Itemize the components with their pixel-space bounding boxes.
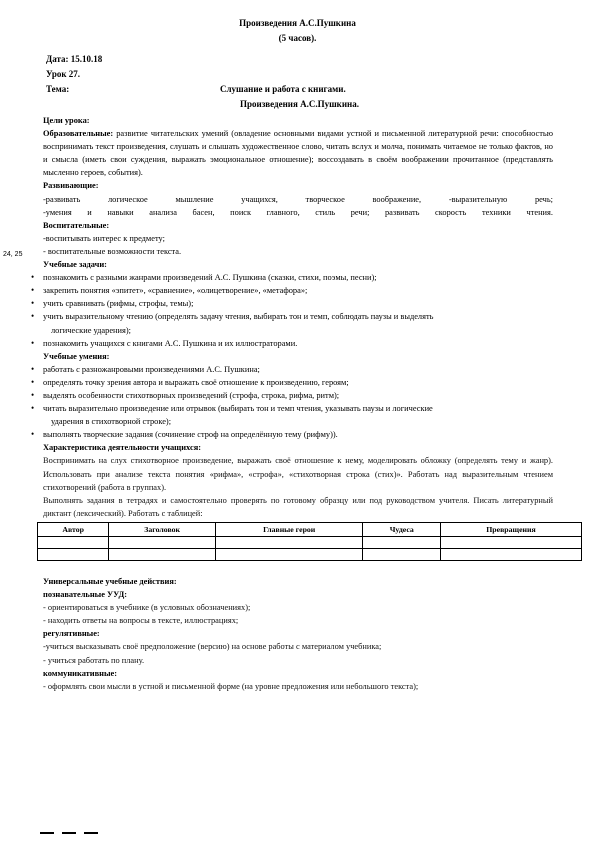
upbringing-line-2: - воспитательные возможности текста. — [43, 246, 182, 256]
upbringing-label: Воспитательные: — [43, 220, 110, 230]
list-item — [43, 402, 553, 428]
table-cell — [215, 549, 363, 561]
table-cell — [363, 537, 441, 549]
list-item: • учить сравнивать (рифмы, строфы, темы); — [43, 297, 553, 310]
communicative-label: коммуникативные: — [43, 668, 117, 678]
list-item-text: читать выразительно произведение или отрывок (выбирать тон и темп чтения, указывать паузы и логические — [43, 404, 433, 414]
upbringing-line-1: -воспитывать интерес к предмету; — [43, 233, 165, 243]
goals-heading: Цели урока: — [43, 116, 90, 125]
table-header-cell: Чудеса — [363, 522, 441, 536]
table-cell — [215, 537, 363, 549]
list-item: • определять точку зрения автора и выражать своё отношение к произведению, героям; — [43, 376, 553, 389]
educational-text: развитие читательских умений (овладение основными видами устной и письменной литературной речи: способностью воспринимать текст произведения, слушать и слышать художественное слово, читать вслух и молча, понимать читаемое не только фактов, но и смысла (иметь свои суждения, выражать эмоциональное отношение); воссоздавать в своём воображении прочитанное (представлять мысленно героев, события). — [43, 129, 553, 178]
table-header-cell: Главные герои — [215, 522, 363, 536]
theme-line-2: Произведения А.С.Пушкина. — [240, 99, 359, 109]
table-header-cell: Заголовок — [109, 522, 216, 536]
cognitive-line-1: - ориентироваться в учебнике (в условных обозначениях); — [43, 603, 251, 613]
list-item-continuation: логические ударения); — [51, 325, 131, 335]
educational-label: Образовательные: — [43, 129, 114, 139]
skills-heading: Учебные умения: — [43, 351, 110, 361]
cognitive-label: познавательные УУД: — [43, 590, 128, 600]
developing-label: Развивающие: — [43, 181, 99, 191]
list-item: • закрепить понятия «эпитет», «сравнение», «олицетворение», «метафора»; — [43, 284, 553, 297]
theme-label: Тема: — [46, 84, 70, 94]
goals-educational — [43, 127, 553, 179]
spacer — [43, 561, 553, 575]
activity-paragraph-2: Выполнять задания в тетрадях и самостоятельно проверять по готовому образцу или под руководством учителя. Писать литературный диктант (лексический). Работать с таблицей: — [43, 495, 553, 518]
developing-line-2: -умения и навыки анализа басен, поиск главного, стиль речи; развивать скорость техники чтения. — [43, 207, 553, 217]
table-cell — [109, 537, 216, 549]
table-cell — [38, 537, 109, 549]
uud-heading: Универсальные учебные действия: — [43, 577, 177, 586]
developing-line-1: -развивать логическое мышление учащихся, творческое воображение, -выразительную речь; — [43, 194, 553, 204]
list-item: • выделять особенности стихотворных произведений (строфа, строка, рифма, ритм); — [43, 389, 553, 402]
regulative-line-1: -учиться высказывать своё предположение (версию) на основе работы с материалом учебника; — [43, 642, 382, 652]
lesson-number: Урок 27. — [46, 69, 81, 79]
table-cell — [38, 549, 109, 561]
list-item-continuation: ударения в стихотворной строке); — [51, 417, 172, 427]
list-item: • выполнять творческие задания (сочинение строф на определённую тему (рифму)). — [43, 428, 553, 441]
regulative-label: регулятивные: — [43, 629, 100, 639]
table-header-row — [38, 522, 582, 536]
list-item: • познакомить учащихся с книгами А.С. Пушкина и их иллюстраторами. — [43, 337, 553, 350]
table-cell — [109, 549, 216, 561]
regulative-line-2: - учиться работать по плану. — [43, 655, 145, 665]
activity-paragraph-1: Воспринимать на слух стихотворное произведение, выражать своё отношение к нему, моделировать обложку (определять тему и жанр). Использовать при анализе текста понятия «рифма», «строфа», «стихотворная строка (стих)». Работать над выразительным чтением стихотворений (работа в группах). — [43, 456, 553, 492]
table-row — [38, 537, 582, 549]
list-item: • работать с разножанровыми произведениями А.С. Пушкина; — [43, 363, 553, 376]
table-cell — [440, 537, 581, 549]
lesson-date: Дата: 15.10.18 — [46, 54, 103, 64]
list-item-text: учить выразительному чтению (определять задачу чтения, выбирать тон и темп, соблюдать паузы и выделять — [43, 312, 434, 322]
table-cell — [440, 549, 581, 561]
table-cell — [363, 549, 441, 561]
table-row — [38, 549, 582, 561]
tasks-list — [43, 271, 553, 350]
activity-heading: Характеристика деятельности учащихся: — [43, 443, 202, 453]
list-item — [43, 310, 553, 336]
works-table — [37, 522, 582, 561]
cut-off-text-marks — [40, 832, 130, 838]
document-hours: (5 часов). — [278, 33, 317, 43]
communicative-line-1: - оформлять свои мысли в устной и письменной форме (на уровне предложения или небольшого текста); — [43, 681, 419, 691]
tasks-heading: Учебные задачи: — [43, 260, 107, 270]
table-header-cell: Автор — [38, 522, 109, 536]
margin-note: 24, 25 — [3, 251, 23, 258]
cognitive-line-2: - находить ответы на вопросы в тексте, иллюстрациях; — [43, 616, 239, 626]
document-title: Произведения А.С.Пушкина — [239, 18, 356, 28]
table-header-cell: Превращения — [440, 522, 581, 536]
theme-line-1: Слушание и работа с книгами. — [220, 84, 346, 94]
document-body — [43, 114, 553, 693]
list-item: • познакомить с разными жанрами произведений А.С. Пушкина (сказки, стихи, поэмы, песни); — [43, 271, 553, 284]
skills-list — [43, 363, 553, 442]
